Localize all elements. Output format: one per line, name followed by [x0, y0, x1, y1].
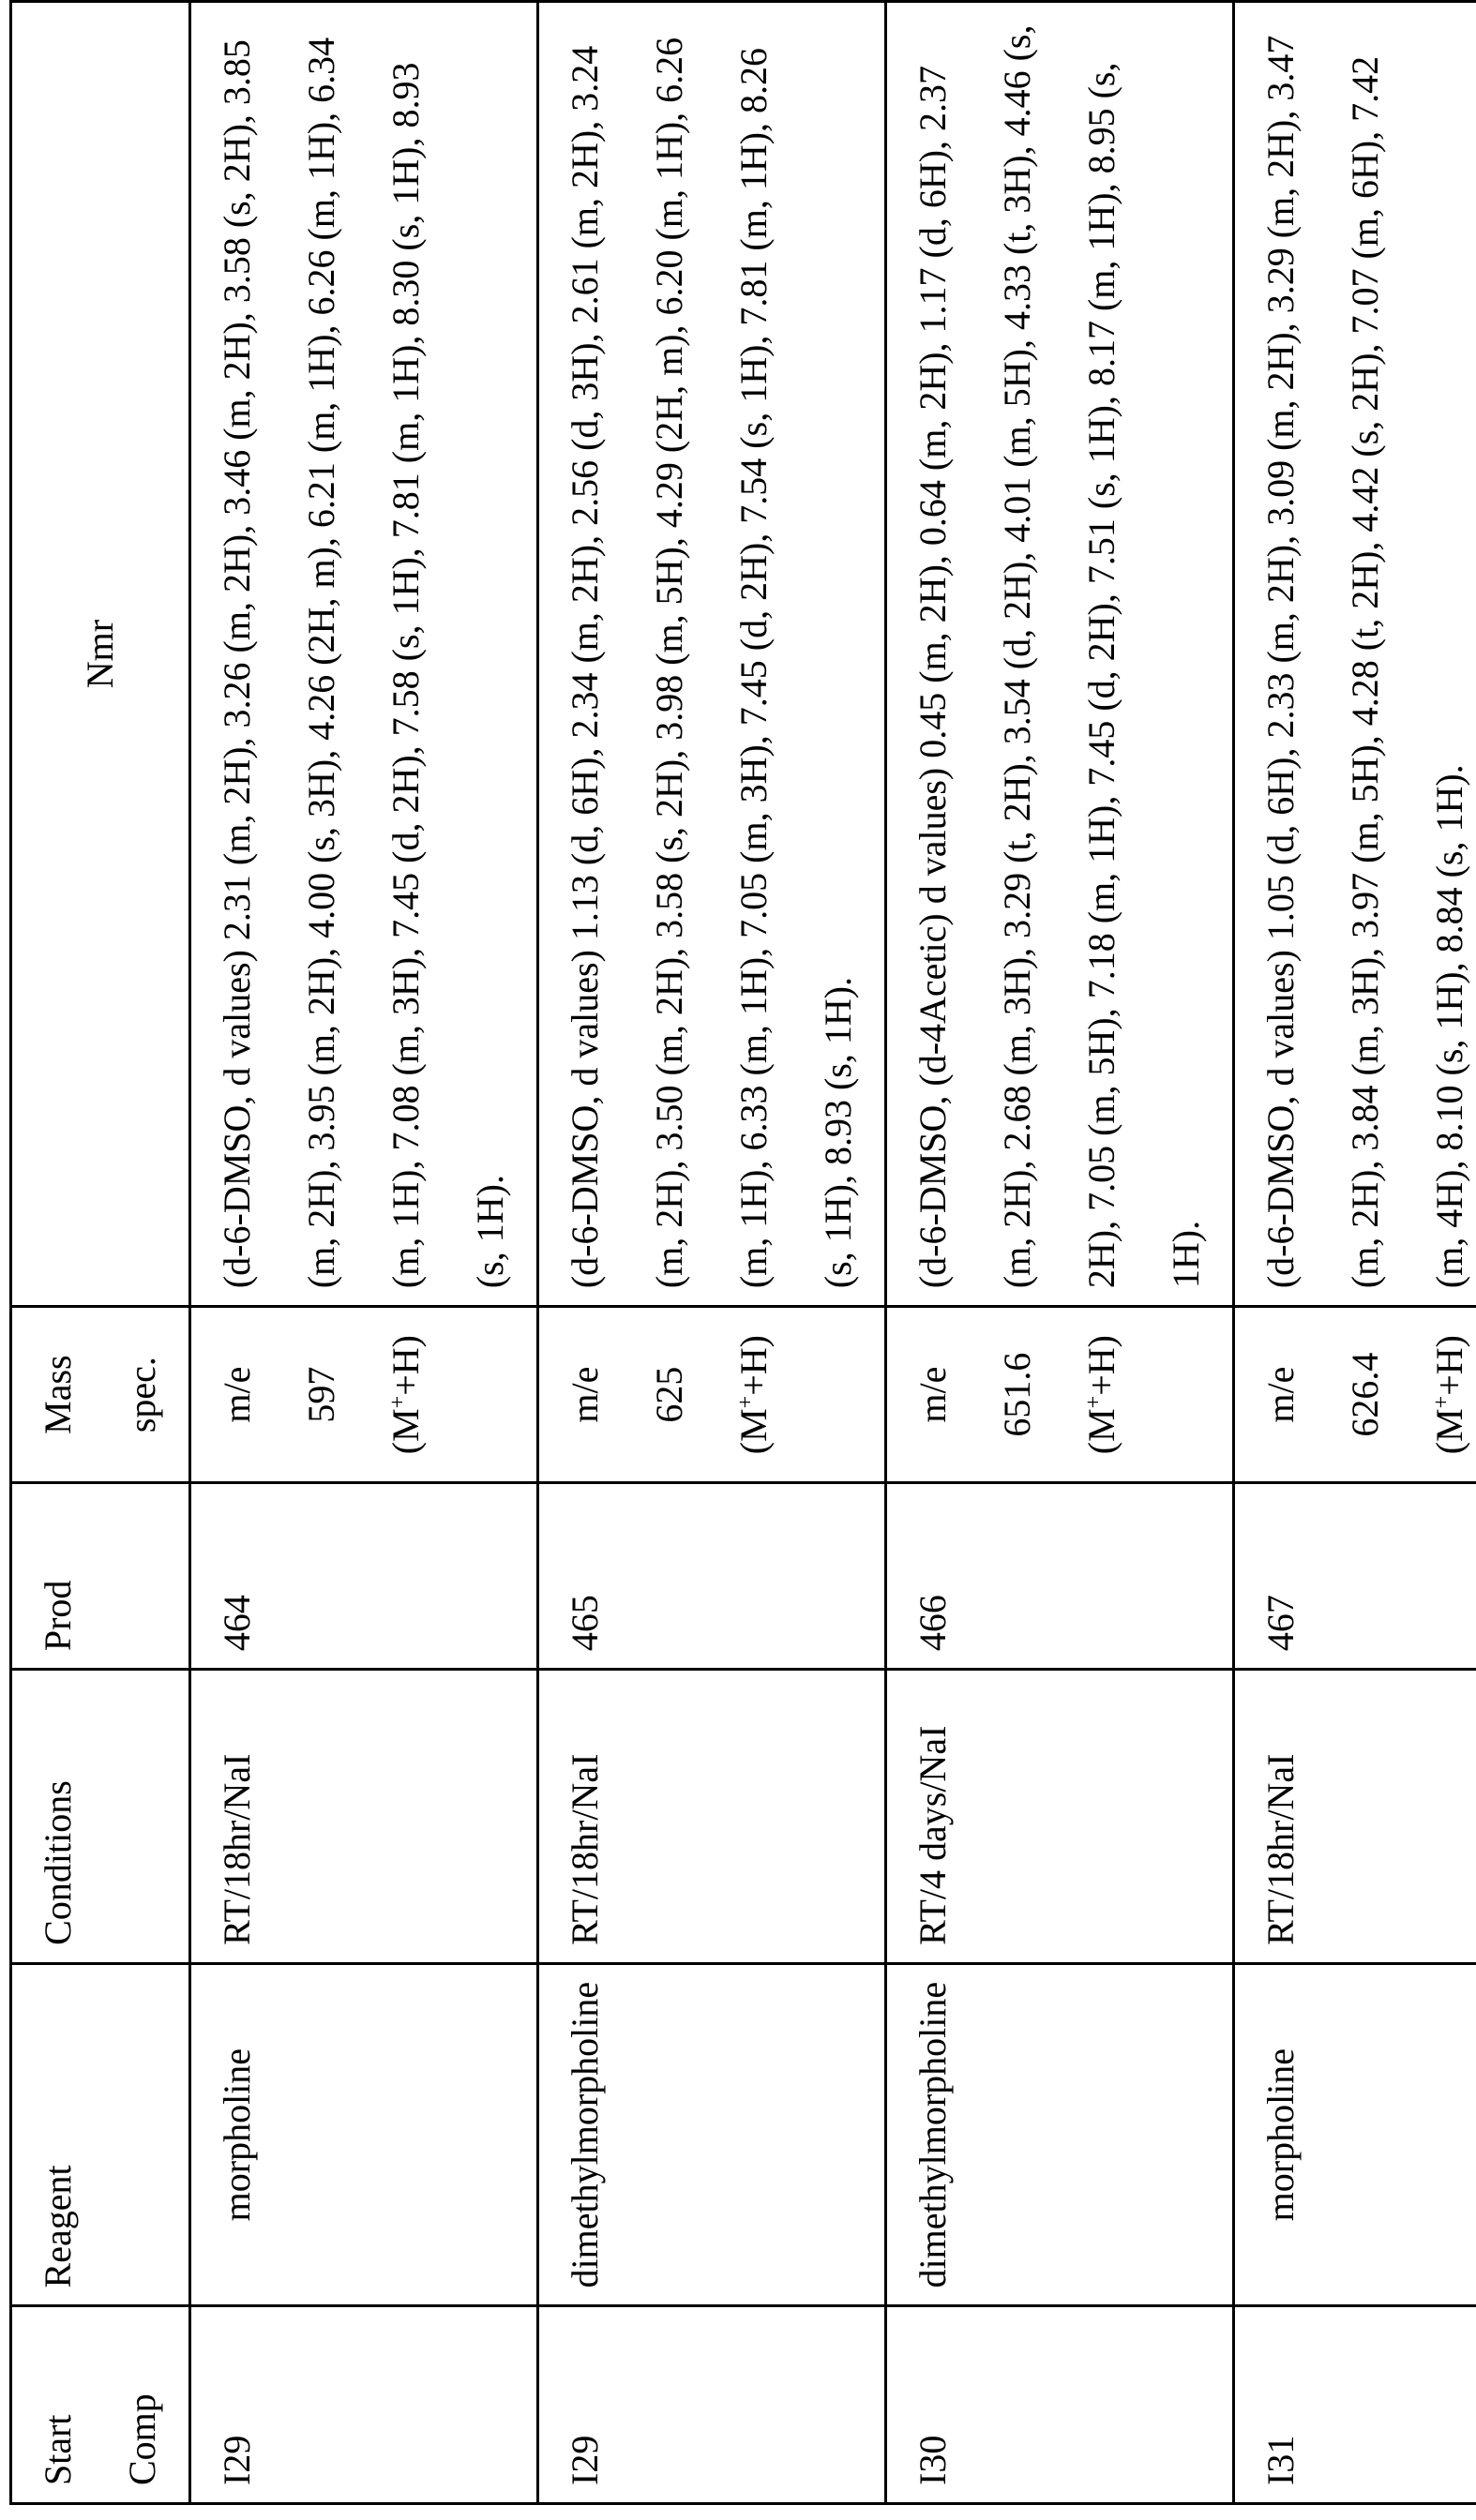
- prod-cell: 467: [1234, 1483, 1476, 1670]
- mass-prefix: m/e: [543, 1325, 627, 1464]
- mass-ion-suffix: +H: [732, 1347, 775, 1395]
- nmr-cell: (d-6-DMSO, d values) 1.05 (d, 6H), 2.33 (m, 2H), 3.09 (m, 2H), 3.29 (m, 2H), 3.47 (m, 2H), 3.84 (m, 3H), 3.97 (m, 5H), 4.28 (t, 2H), 4.42 (s, 2H), 7.07 (m, 6H), 7.42 (m, 4H), 8.10 (s, 1H), 8.84 (s, 1H).: [1234, 2, 1476, 1307]
- reagent-cell: dimethylmorpholine: [538, 1963, 886, 2306]
- mass-ion-charge: +: [386, 1396, 411, 1409]
- start-comp-cell: I29: [190, 2306, 538, 2504]
- nmr-cell: (d-6-DMSO, d values) 1.13 (d, 6H), 2.34 (m, 2H), 2.56 (d, 3H), 2.61 (m, 2H), 3.24 (m, 2H), 3.50 (m, 2H), 3.58 (s, 2H), 3.98 (m, 5H), 4.29 (2H, m), 6.20 (m, 1H), 6.26 (m, 1H), 6.33 (m, 1H), 7.05 (m, 3H), 7.45 (d, 2H), 7.54 (s, 1H), 7.81 (m, 1H), 8.26 (s, 1H), 8.93 (s, 1H).: [538, 2, 886, 1307]
- table-row: [886, 2, 1234, 2504]
- header-row: [11, 2, 190, 2504]
- mass-ion: (M++H): [1408, 1325, 1476, 1464]
- prod-cell: 464: [190, 1483, 538, 1670]
- conditions-cell: RT/18hr/NaI: [190, 1670, 538, 1964]
- header-conditions: Conditions: [11, 1670, 190, 1964]
- table-row: [538, 2, 886, 2504]
- prod-cell: 466: [886, 1483, 1234, 1670]
- header-reagent: Reagent: [11, 1963, 190, 2306]
- start-comp-cell: I30: [886, 2306, 1234, 2504]
- mass-ion-charge: +: [734, 1396, 759, 1409]
- mass-ion-charge: +: [1082, 1396, 1107, 1409]
- mass-spec-cell: [886, 1307, 1234, 1483]
- header-nmr: Nmr: [11, 2, 190, 1307]
- mass-spec-cell: [1234, 1307, 1476, 1483]
- mass-ion: (M++H): [712, 1325, 796, 1464]
- reagent-cell: morpholine: [1234, 1963, 1476, 2306]
- conditions-cell: RT/18hr/NaI: [538, 1670, 886, 1964]
- table-row: [1234, 2, 1476, 2504]
- mass-ion-suffix: +H: [384, 1347, 427, 1395]
- nmr-cell: (d-6-DMSO, d values) 2.31 (m, 2H), 3.26 (m, 2H), 3.46 (m, 2H), 3.58 (s, 2H), 3.85 (m, 2H), 3.95 (m, 2H), 4.00 (s, 3H), 4.26 (2H, m), 6.21 (m, 1H), 6.26 (m, 1H), 6.34 (m, 1H), 7.08 (m, 3H), 7.45 (d, 2H), 7.58 (s, 1H), 7.81 (m, 1H), 8.30 (s, 1H), 8.93 (s, 1H).: [190, 2, 538, 1307]
- mass-prefix: m/e: [891, 1325, 975, 1464]
- compound-table: [9, 0, 1476, 2505]
- mass-ion: (M++H): [364, 1325, 448, 1464]
- mass-ion-suffix: +H: [1080, 1347, 1122, 1395]
- mass-value: 626.4: [1323, 1325, 1408, 1464]
- rotated-page: [0, 0, 1476, 2520]
- mass-ion-symbol: M: [732, 1408, 775, 1442]
- header-mass-spec: Mass spec.: [11, 1307, 190, 1483]
- mass-ion-symbol: M: [1428, 1408, 1470, 1442]
- mass-spec-cell: [190, 1307, 538, 1483]
- mass-ion-symbol: M: [384, 1408, 427, 1442]
- mass-prefix: m/e: [1239, 1325, 1323, 1464]
- start-comp-cell: I29: [538, 2306, 886, 2504]
- mass-value: 651.6: [975, 1325, 1060, 1464]
- nmr-cell: (d-6-DMSO, (d-4Acetic) d values) 0.45 (m, 2H), 0.64 (m, 2H), 1.17 (d, 6H), 2.37 (m, 2H), 2.68 (m, 3H), 3.29 (t, 2H), 3.54 (d, 2H), 4.01 (m, 5H), 4.33 (t, 3H), 4.46 (s, 2H), 7.05 (m, 5H), 7.18 (m, 1H), 7.45 (d, 2H), 7.51 (s, 1H), 8.17 (m, 1H), 8.95 (s, 1H).: [886, 2, 1234, 1307]
- mass-ion-suffix: +H: [1428, 1347, 1470, 1395]
- mass-prefix: m/e: [195, 1325, 279, 1464]
- conditions-cell: RT/4 days/NaI: [886, 1670, 1234, 1964]
- header-prod: Prod: [11, 1483, 190, 1670]
- mass-value: 597: [279, 1325, 364, 1464]
- start-comp-cell: I31: [1234, 2306, 1476, 2504]
- mass-spec-cell: [538, 1307, 886, 1483]
- prod-cell: 465: [538, 1483, 886, 1670]
- table-row: [190, 2, 538, 2504]
- reagent-cell: morpholine: [190, 1963, 538, 2306]
- mass-ion: (M++H): [1060, 1325, 1144, 1464]
- conditions-cell: RT/18hr/NaI: [1234, 1670, 1476, 1964]
- mass-ion-symbol: M: [1080, 1408, 1122, 1442]
- mass-value: 625: [627, 1325, 712, 1464]
- header-start-comp: Start Comp: [11, 2306, 190, 2504]
- mass-ion-charge: +: [1430, 1396, 1454, 1409]
- reagent-cell: dimethylmorpholine: [886, 1963, 1234, 2306]
